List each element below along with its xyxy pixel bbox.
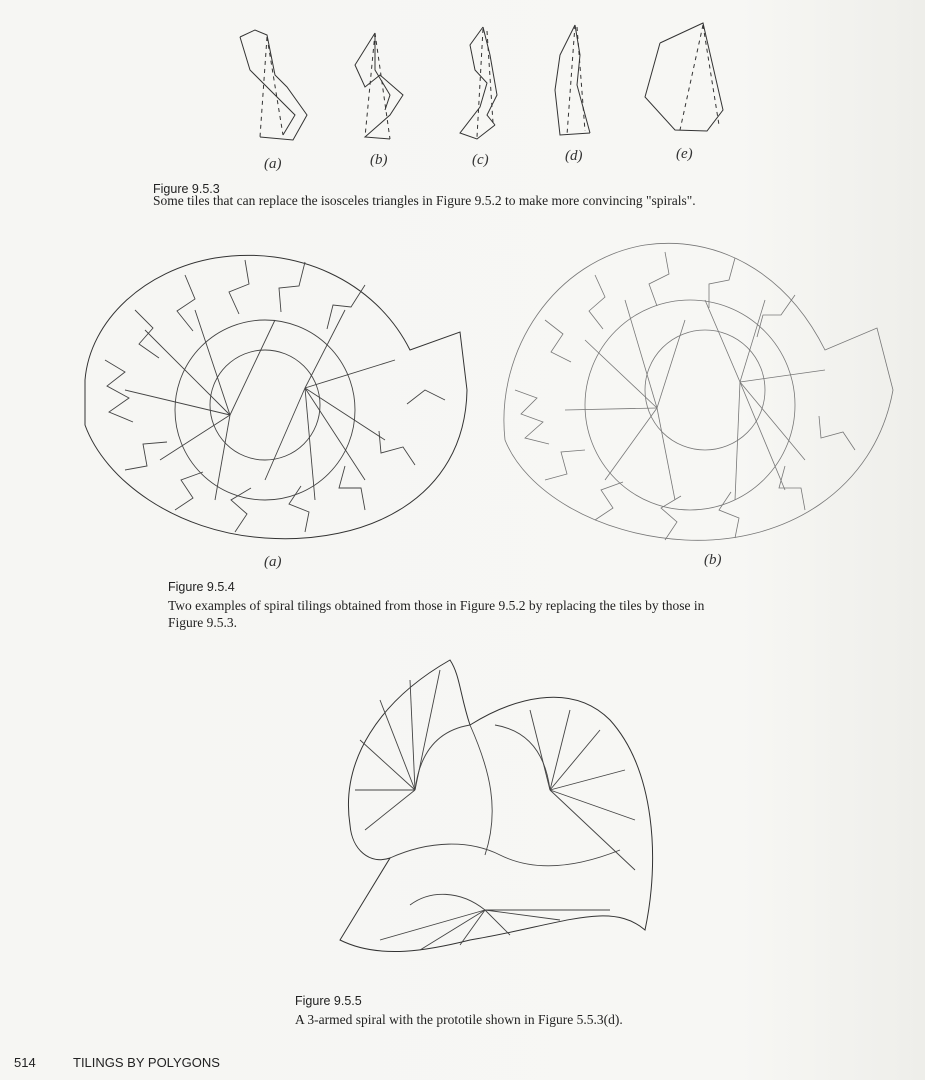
figure-9-5-4-number: Figure 9.5.4 bbox=[168, 580, 235, 594]
figure-9-5-3-caption: Some tiles that can replace the isosceles triangles in Figure 9.5.2 to make more convincing "spirals". bbox=[153, 193, 696, 208]
tile-d-drawing bbox=[555, 25, 590, 135]
tile-c-drawing bbox=[460, 27, 497, 139]
tile-label-e: (e) bbox=[676, 146, 693, 162]
tile-b-drawing bbox=[355, 33, 403, 139]
figure-9-5-5-drawing bbox=[320, 640, 680, 980]
figure-9-5-5-caption: A 3-armed spiral with the prototile shown in Figure 5.5.3(d). bbox=[295, 1012, 623, 1027]
panel-label-a: (a) bbox=[264, 554, 282, 570]
spiral-tiling-a bbox=[85, 255, 467, 538]
tile-e-drawing bbox=[645, 23, 723, 131]
spiral-tiling-b bbox=[504, 243, 893, 540]
spiral-tilings-svg bbox=[65, 240, 905, 550]
panel-label-b: (b) bbox=[704, 552, 722, 568]
figure-9-5-3-drawings bbox=[225, 15, 745, 145]
tile-drawings-svg bbox=[225, 15, 745, 145]
three-armed-spiral-svg bbox=[320, 640, 680, 980]
tile-a-drawing bbox=[240, 30, 307, 140]
figure-9-5-3-number: Figure 9.5.3 bbox=[153, 182, 220, 196]
running-head: TILINGS BY POLYGONS bbox=[73, 1055, 220, 1070]
tile-label-b: (b) bbox=[370, 152, 388, 168]
page-number: 514 bbox=[14, 1055, 36, 1070]
figure-9-5-5-number: Figure 9.5.5 bbox=[295, 994, 362, 1008]
tile-label-a: (a) bbox=[264, 156, 282, 172]
tile-label-c: (c) bbox=[472, 152, 489, 168]
figure-9-5-4-caption-line1: Two examples of spiral tilings obtained from those in Figure 9.5.2 by replacing the tiles by those in bbox=[168, 598, 705, 613]
tile-label-d: (d) bbox=[565, 148, 583, 164]
figure-9-5-4-caption-line2: Figure 9.5.3. bbox=[168, 615, 237, 630]
figure-9-5-4-drawings bbox=[65, 240, 905, 550]
